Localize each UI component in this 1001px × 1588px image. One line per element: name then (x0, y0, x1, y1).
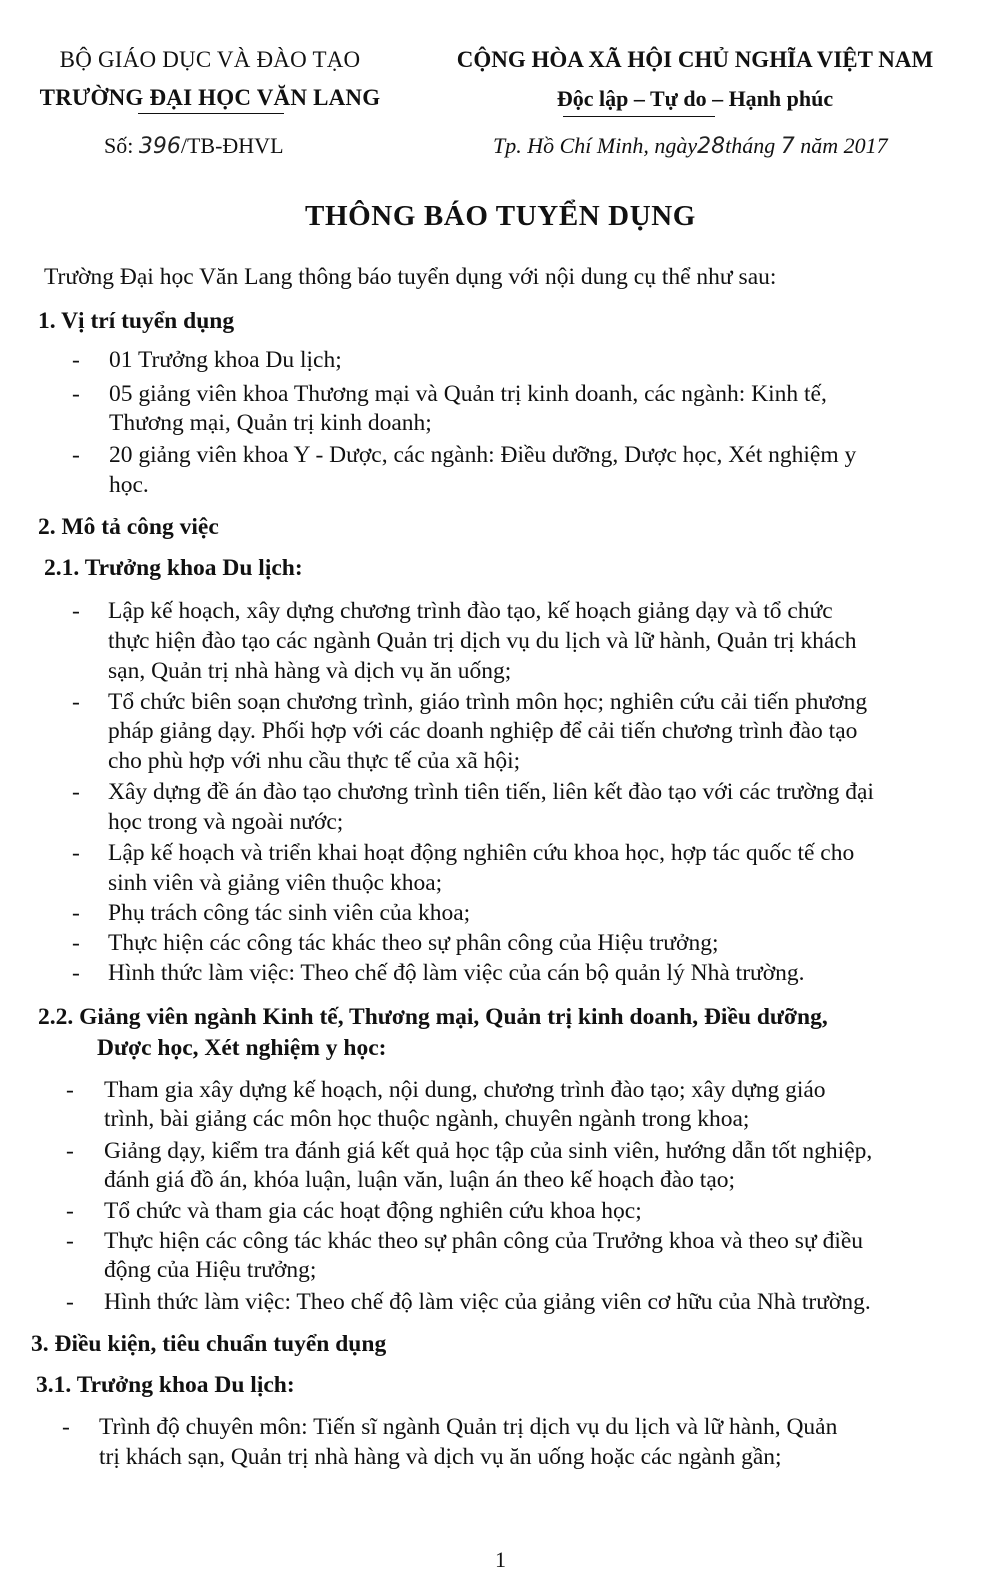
date-month-handwritten: 7 (780, 134, 795, 159)
list-item: Thực hiện các công tác khác theo sự phân công của Trưởng khoa và theo sự điều (104, 1228, 864, 1254)
list-item-continuation: Thương mại, Quản trị kinh doanh; (109, 410, 432, 436)
list-item: 01 Trưởng khoa Du lịch; (109, 347, 342, 373)
section-2-heading: 2. Mô tả công việc (38, 514, 219, 540)
header-right-rule (563, 116, 715, 117)
list-item: Hình thức làm việc: Theo chế độ làm việc của cán bộ quản lý Nhà trường. (108, 960, 805, 986)
bullet-dash: - (72, 442, 80, 468)
list-item: Xây dựng đề án đào tạo chương trình tiên tiến, liên kết đào tạo với các trường đại (108, 779, 874, 805)
list-item: Trình độ chuyên môn: Tiến sĩ ngành Quản trị dịch vụ du lịch và lữ hành, Quản (99, 1414, 838, 1440)
bullet-dash: - (66, 1077, 74, 1103)
date-year: năm 2017 (800, 133, 888, 158)
republic-name: CỘNG HÒA XÃ HỘI CHỦ NGHĨA VIỆT NAM (456, 47, 934, 72)
bullet-dash: - (72, 347, 80, 373)
document-number-suffix: /TB-ĐHVL (180, 133, 284, 158)
bullet-dash: - (72, 840, 80, 866)
date-day-handwritten: 28 (697, 134, 726, 159)
list-item: Tổ chức và tham gia các hoạt động nghiên cứu khoa học; (104, 1198, 642, 1224)
bullet-dash: - (72, 930, 80, 956)
issue-date (493, 133, 888, 159)
section-3-1-heading: 3.1. Trưởng khoa Du lịch: (36, 1372, 295, 1398)
page-number: 1 (495, 1547, 506, 1572)
document-number-handwritten: 396 (138, 134, 181, 159)
bullet-dash: - (66, 1198, 74, 1224)
list-item-continuation: trị khách sạn, Quản trị nhà hàng và dịch vụ ăn uống hoặc các ngành gần; (99, 1444, 782, 1470)
bullet-dash: - (72, 960, 80, 986)
date-month-label: tháng (725, 133, 776, 158)
national-motto: Độc lập – Tự do – Hạnh phúc (556, 86, 834, 111)
bullet-dash: - (66, 1138, 74, 1164)
list-item-continuation: động của Hiệu trưởng; (104, 1257, 317, 1283)
list-item-continuation: pháp giảng dạy. Phối hợp với các doanh nghiệp để cải tiến chương trình đào tạo (108, 718, 858, 744)
list-item: Phụ trách công tác sinh viên của khoa; (108, 900, 471, 926)
section-2-2-heading-continuation: Dược học, Xét nghiệm y học: (97, 1035, 387, 1061)
list-item: Lập kế hoạch, xây dựng chương trình đào tạo, kế hoạch giảng dạy và tổ chức (108, 598, 833, 624)
bullet-dash: - (72, 779, 80, 805)
date-prefix: Tp. Hồ Chí Minh, ngày (493, 133, 698, 158)
list-item: Tổ chức biên soạn chương trình, giáo trình môn học; nghiên cứu cải tiến phương (108, 689, 868, 715)
section-2-1-heading: 2.1. Trưởng khoa Du lịch: (44, 555, 303, 581)
list-item: 05 giảng viên khoa Thương mại và Quản trị kinh doanh, các ngành: Kinh tế, (109, 381, 827, 407)
document-number-prefix: Số: (104, 133, 134, 158)
document-number (104, 133, 284, 159)
section-2-2-heading: 2.2. Giảng viên ngành Kinh tế, Thương mại, Quản trị kinh doanh, Điều dưỡng, (38, 1004, 828, 1030)
list-item: 20 giảng viên khoa Y - Dược, các ngành: Điều dưỡng, Dược học, Xét nghiệm y (109, 442, 857, 468)
list-item-continuation: sinh viên và giảng viên thuộc khoa; (108, 870, 443, 896)
list-item-continuation: cho phù hợp với nhu cầu thực tế của xã hội; (108, 748, 521, 774)
bullet-dash: - (66, 1289, 74, 1315)
list-item: Lập kế hoạch và triển khai hoạt động nghiên cứu khoa học, hợp tác quốc tế cho (108, 840, 855, 866)
list-item-continuation: đánh giá đồ án, khóa luận, luận văn, luận án theo kế hoạch đào tạo; (104, 1167, 736, 1193)
bullet-dash: - (66, 1228, 74, 1254)
section-3-heading: 3. Điều kiện, tiêu chuẩn tuyển dụng (31, 1331, 387, 1357)
list-item-continuation: sạn, Quản trị nhà hàng và dịch vụ ăn uống; (108, 658, 512, 684)
list-item: Thực hiện các công tác khác theo sự phân công của Hiệu trưởng; (108, 930, 719, 956)
section-1-heading: 1. Vị trí tuyển dụng (38, 308, 235, 334)
bullet-dash: - (72, 900, 80, 926)
list-item-continuation: học. (109, 472, 149, 498)
list-item-continuation: trình, bài giảng các môn học thuộc ngành, chuyên ngành trong khoa; (104, 1106, 750, 1132)
bullet-dash: - (72, 689, 80, 715)
list-item: Giảng dạy, kiểm tra đánh giá kết quả học tập của sinh viên, hướng dẫn tốt nghiệp, (104, 1138, 873, 1164)
bullet-dash: - (62, 1414, 70, 1440)
header-left-rule (138, 113, 284, 114)
page-title: THÔNG BÁO TUYỂN DỤNG (305, 200, 696, 232)
list-item: Hình thức làm việc: Theo chế độ làm việc của giảng viên cơ hữu của Nhà trường. (104, 1289, 871, 1315)
bullet-dash: - (72, 381, 80, 407)
list-item: Tham gia xây dựng kế hoạch, nội dung, chương trình đào tạo; xây dựng giáo (104, 1077, 826, 1103)
university-name: TRƯỜNG ĐẠI HỌC VĂN LANG (39, 85, 381, 110)
ministry-name: BỘ GIÁO DỤC VÀ ĐÀO TẠO (59, 47, 361, 72)
list-item-continuation: học trong và ngoài nước; (108, 809, 344, 835)
list-item-continuation: thực hiện đào tạo các ngành Quản trị dịch vụ du lịch và lữ hành, Quản trị khách (108, 628, 857, 654)
intro-paragraph: Trường Đại học Văn Lang thông báo tuyển dụng với nội dung cụ thể như sau: (44, 264, 777, 290)
bullet-dash: - (72, 598, 80, 624)
